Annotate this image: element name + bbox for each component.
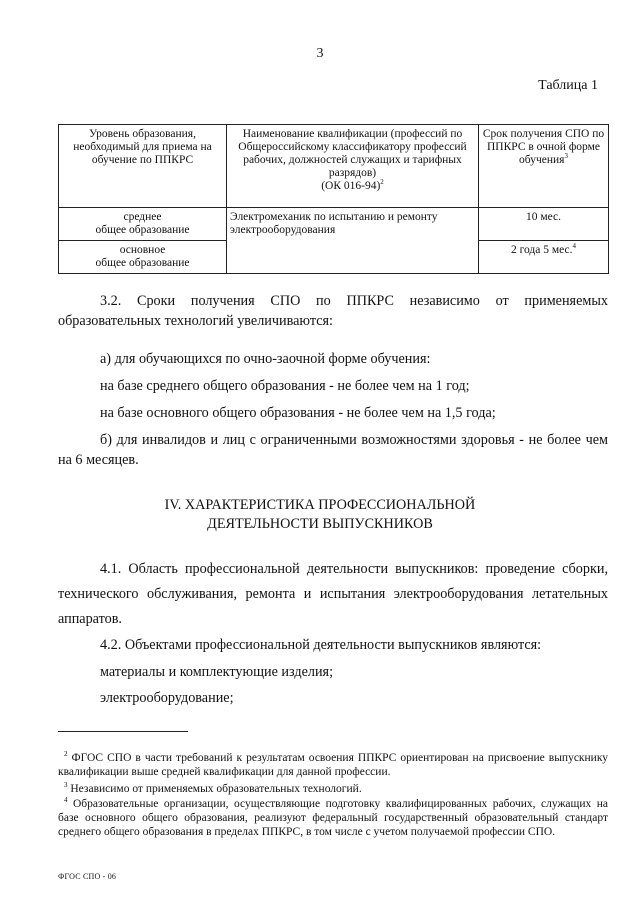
footnote-4 (58, 797, 608, 839)
table-row (59, 208, 609, 241)
header-term-text: Срок получения СПО по ППКРС в очной форме обучения (482, 128, 605, 166)
list-item: электрооборудование; (100, 690, 234, 706)
cell-term-2y5m (479, 241, 609, 274)
footnote-num: 4 (64, 796, 68, 805)
item-a: а) для обучающихся по очно-заочной форме обучения: (100, 351, 431, 367)
section-heading (0, 496, 640, 534)
page-footer: ФГОС СПО - 06 (58, 872, 117, 881)
footnote-text: Независимо от применяемых образовательных технологий. (70, 783, 362, 795)
header-qualification (227, 125, 479, 208)
footnote-separator (58, 731, 188, 732)
footnote-2 (58, 751, 608, 779)
header-education-level: Уровень образования, необходимый для приема на обучение по ППКРС (59, 125, 227, 208)
footnote-3 (58, 782, 608, 796)
footnote-text: Образовательные организации, осуществляющие подготовку квалифицированных рабочих, служащих на базе основного общего образования, реализуют федеральный государственный образовательный стандарт среднего общего образования в пределах ППКРС, в том числе с учетом получаемой профессии СПО. (58, 798, 608, 838)
list-item: материалы и комплектующие изделия; (100, 664, 334, 680)
cell-level-secondary (59, 208, 227, 241)
paragraph-4-1: 4.1. Область профессиональной деятельности выпускников: проведение сборки, технического обслуживания, ремонта и испытания электрооборудования летательных аппаратов. (58, 561, 608, 627)
qualification-table (58, 124, 609, 274)
footnote-ref-4: 4 (572, 242, 577, 251)
item-a2: на базе основного общего образования - не более чем на 1,5 года; (100, 405, 496, 421)
item-a1: на базе среднего общего образования - не более чем на 1 год; (100, 378, 470, 394)
section-heading-line1: IV. ХАРАКТЕРИСТИКА ПРОФЕССИОНАЛЬНОЙ (164, 497, 476, 513)
header-okpdtr-code: (ОК 016-94) (321, 180, 381, 192)
paragraph-3-2: 3.2. Сроки получения СПО по ППКРС независимо от применяемых образовательных технологий увеличиваются: (58, 293, 608, 329)
section-heading-line2: ДЕЯТЕЛЬНОСТИ ВЫПУСКНИКОВ (207, 516, 433, 532)
level-line1: среднее (123, 211, 162, 223)
cell-level-basic (59, 241, 227, 274)
footnote-ref-2: 2 (380, 178, 384, 187)
cell-qualification: Электромеханик по испытанию и ремонту электрооборудования (227, 208, 479, 274)
term-text: 2 года 5 мес. (510, 244, 573, 256)
footnote-text: ФГОС СПО в части требований к результатам освоения ППКРС ориентирован на присвоение выпускнику квалификации выше средней квалификации для данной профессии. (58, 752, 608, 778)
paragraph-4-2: 4.2. Объектами профессиональной деятельности выпускников являются: (100, 637, 542, 653)
footnote-num: 3 (64, 781, 68, 790)
cell-term-10: 10 мес. (479, 208, 609, 241)
header-qualification-text: Наименование квалификации (профессий по Общероссийскому классификатору профессий рабочих, должностей служащих и тарифных разрядов) (238, 128, 467, 179)
footnote-num: 2 (64, 750, 68, 759)
item-b: б) для инвалидов и лиц с ограниченными возможностями здоровья - не более чем на 6 месяцев. (58, 432, 608, 468)
level-line2: общее образование (95, 224, 190, 236)
page-number: 3 (316, 46, 324, 61)
level-line1: основное (119, 244, 166, 256)
table-label: Таблица 1 (538, 78, 598, 93)
level-line2: общее образование (95, 257, 190, 269)
table-header-row (59, 125, 609, 208)
header-term (479, 125, 609, 208)
footnote-ref-3: 3 (564, 152, 568, 161)
